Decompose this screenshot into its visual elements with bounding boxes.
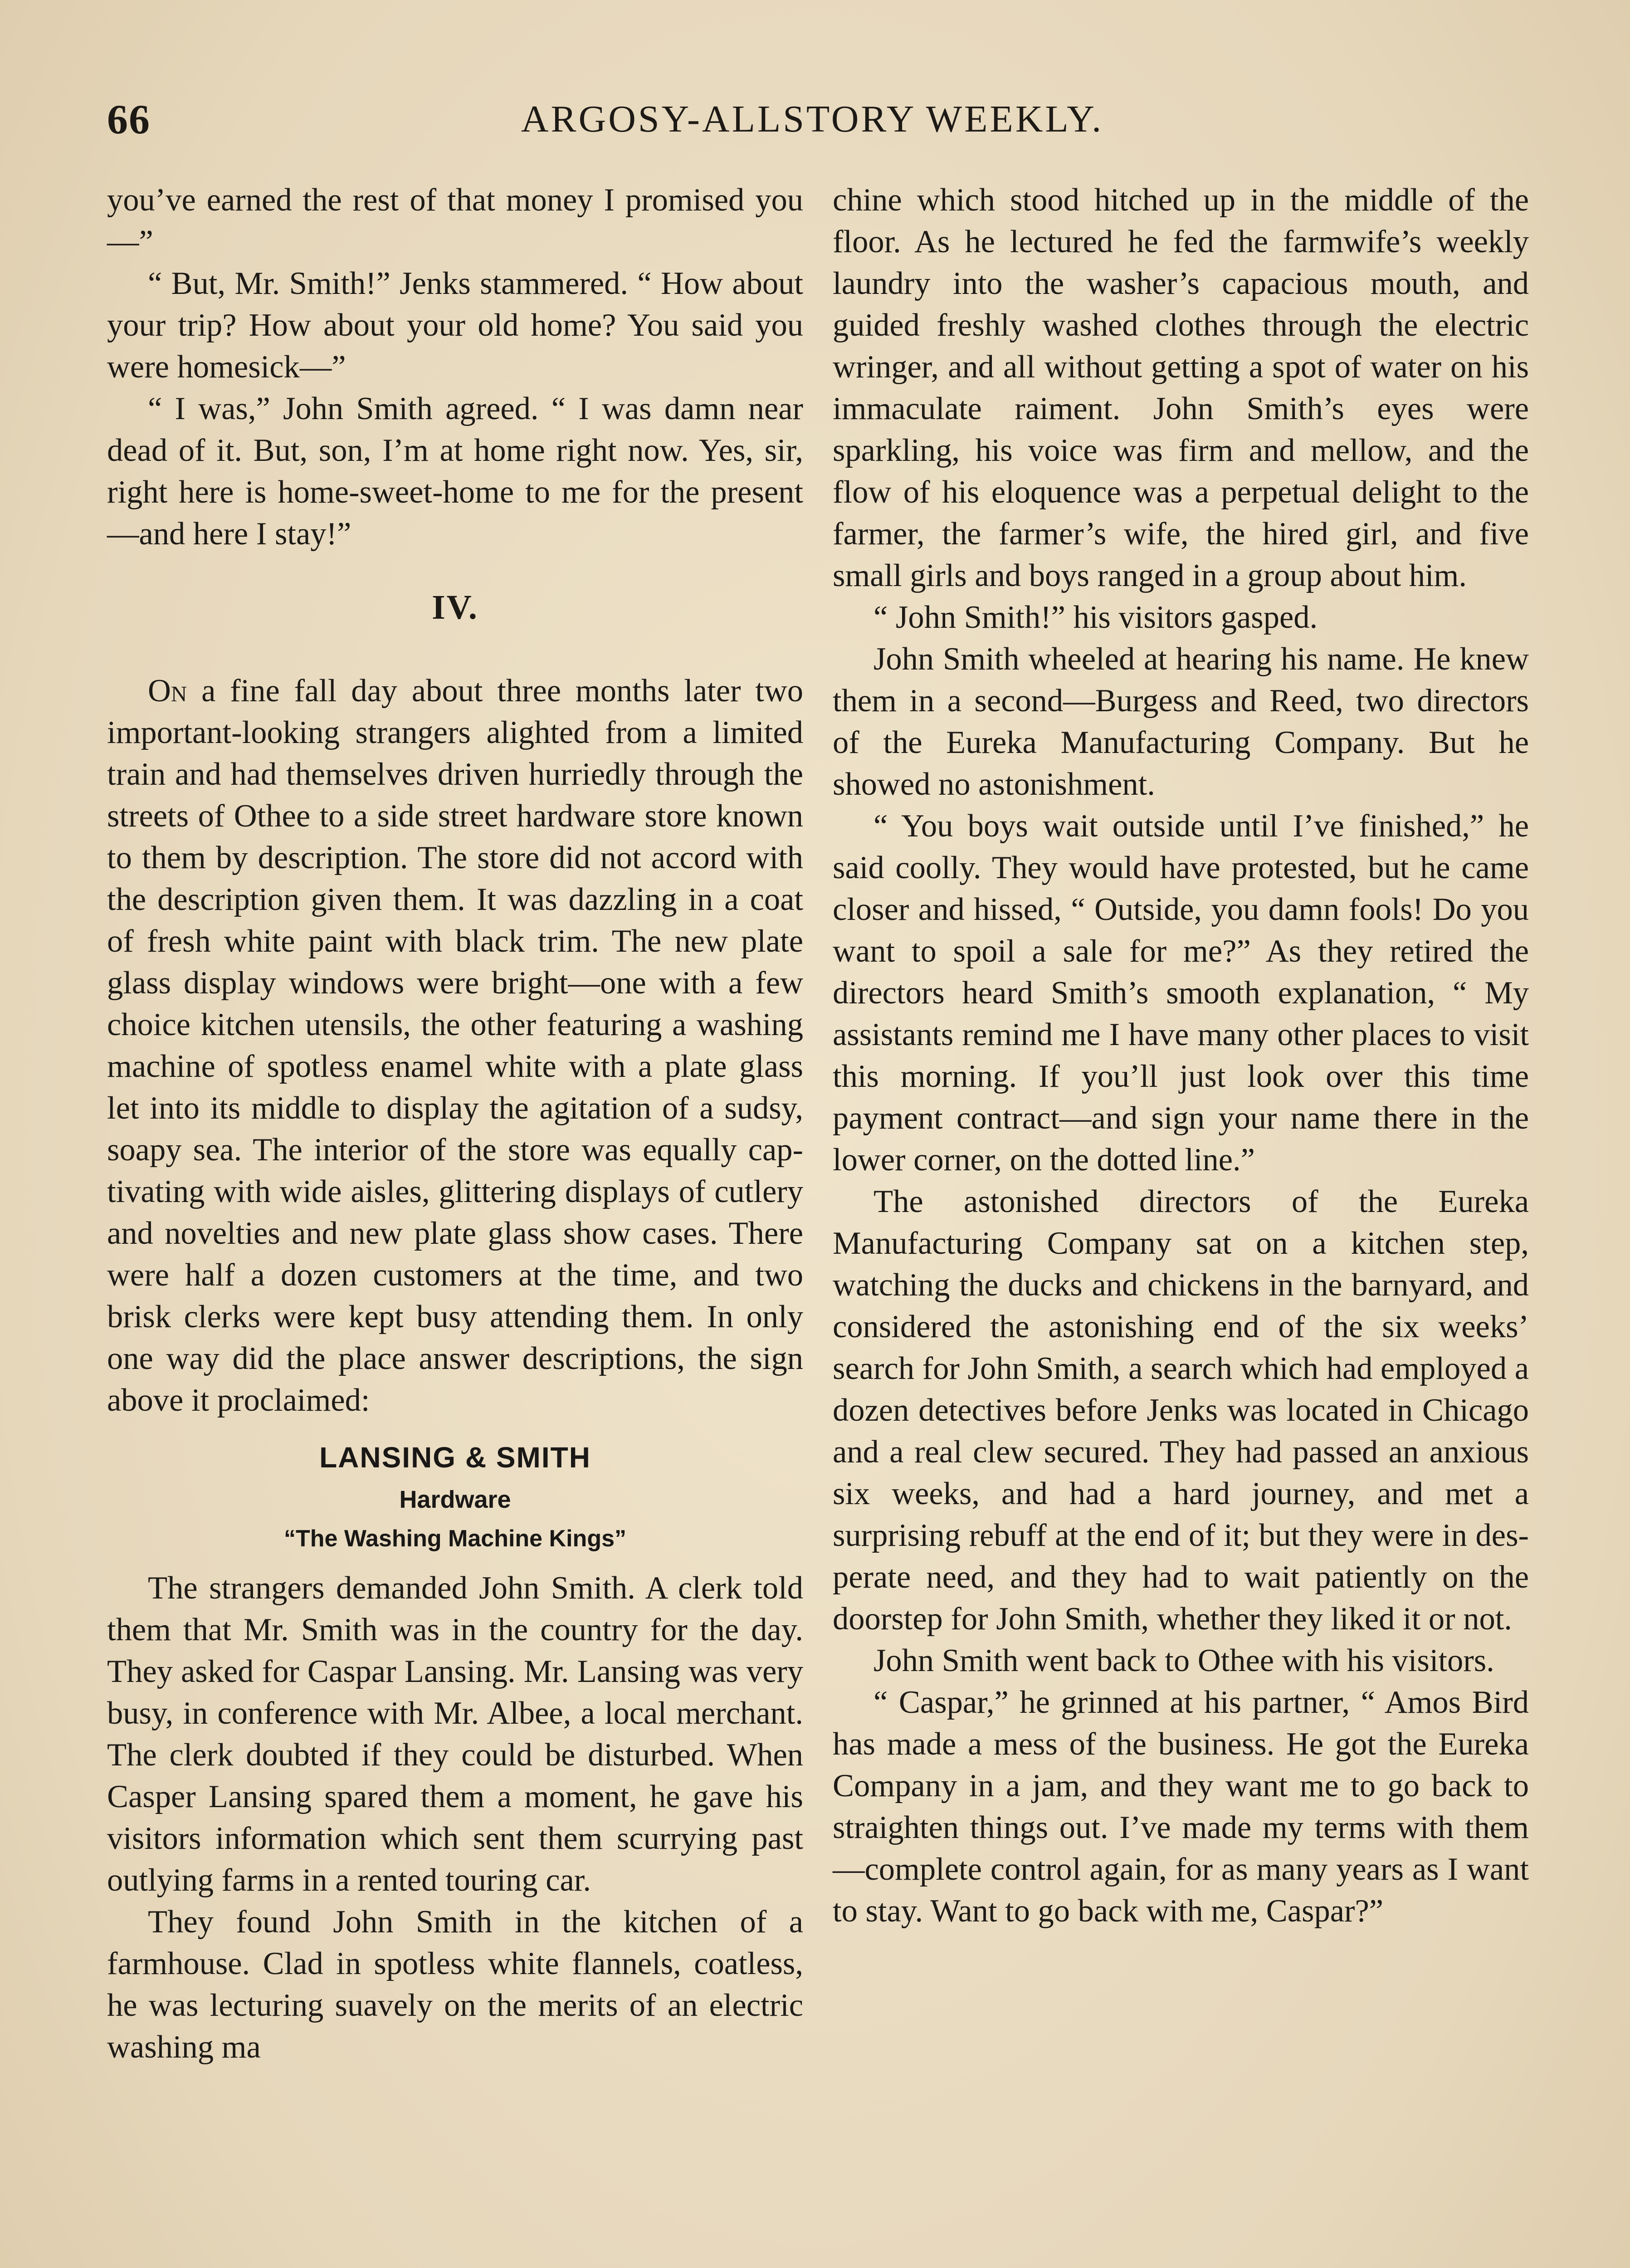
sign-slogan: “The Washing Machine Kings” (283, 1525, 626, 1552)
right-column (833, 179, 1529, 1932)
paragraph: “ But, Mr. Smith!” Jenks stammered. “ How about your trip? How about your old home? You said you were homesick—” (107, 266, 803, 385)
paragraph-text: a fine fall day about three months later two important-looking strangers alighted from a limited train and had themselves driven hurriedly through the streets of Othee to a side street hardware store known to them by description. The store did not accord with the description given them. It was dazzling in a coat of fresh white paint with black trim. The new plate glass display windows were bright—one with a few choice kitchen utensils, the other featuring a washing machine of spotless enamel white with a plate glass let into its middle to display the agitation of a sudsy, soapy sea. The interior of the store was equally captivating with wide aisles, glittering displays of cutlery and novelties and new plate glass show cases. There were half a dozen customers at the time, and two brisk clerks were kept busy attending them. In only one way did the place answer descriptions, the sign above it proclaimed: (107, 673, 803, 1418)
section-number: IV. (432, 588, 478, 626)
sign-trade: Hardware (399, 1486, 511, 1513)
running-head: ARGOSY-ALLSTORY WEEKLY. (521, 98, 1104, 140)
paragraph: John Smith wheeled at hearing his name. He knew them in a second—Burgess and Reed, two directors of the Eureka Manufacturing Company. But he showed no astonishment. (833, 641, 1529, 802)
paragraph: chine which stood hitched up in the middle of the floor. As he lectured he fed the farmwife’s weekly laundry into the washer’s capacious mouth, and guided freshly washed clothes through the electric wringer, and all without getting a spot of water on his immaculate raiment. John Smith’s eyes were sparkling, his voice was firm and mellow, and the flow of his eloquence was a perpetual delight to the farmer, the farmer’s wife, the hired girl, and five small girls and boys ranged in a group about him. (833, 182, 1529, 593)
paragraph: “ I was,” John Smith agreed. “ I was damn near dead of it. But, son, I’m at home right now. Yes, sir, right here is home-sweet-home to me for the present—and here I stay!” (107, 391, 803, 552)
paragraph: “ Caspar,” he grinned at his partner, “ Amos Bird has made a mess of the business. He got the Eureka Company in a jam, and they want me to go back to straighten things out. I’ve made my terms with them—complete control again, for as many years as I want to stay. Want to go back with me, Caspar?” (833, 1685, 1529, 1929)
paragraph: The strangers demanded John Smith. A clerk told them that Mr. Smith was in the country for the day. They asked for Caspar Lansing. Mr. Lansing was very busy, in conference with Mr. Albee, a local merchant. The clerk doubted if they could be disturbed. When Casper Lansing spared them a moment, he gave his visitors information which sent them scurrying past outlying farms in a rented touring car. (107, 1570, 803, 1898)
paragraph: They found John Smith in the kitchen of a farmhouse. Clad in spotless white flannels, coatless, he was lecturing suavely on the merits of an electric washing ma (107, 1904, 803, 2065)
page-number: 66 (107, 96, 151, 142)
paragraph: you’ve earned the rest of that money I promised you—” (107, 182, 803, 259)
store-sign (107, 1435, 803, 1558)
paragraph (107, 670, 803, 1421)
paragraph: “ You boys wait outside until I’ve finished,” he said coolly. They would have protested, but he came closer and hissed, “ Outside, you damn fools! Do you want to spoil a sale for me?” As they retired the directors heard Smith’s smooth explanation, “ My assistants remind me I have many other places to visit this morning. If you’ll just look over this time payment contract—and sign your name there in the lower corner, on the dotted line.” (833, 808, 1529, 1178)
page-header (107, 91, 1518, 163)
drop-lead-word: On (148, 673, 187, 709)
left-column (107, 179, 803, 2068)
paragraph: The astonished directors of the Eureka Manufacturing Company sat on a kitchen step, watching the ducks and chickens in the barnyard, and considered the astonishing end of the six weeks’ search for John Smith, a search which had employed a dozen detectives before Jenks was located in Chicago and a real clew secured. They had passed an anxious six weeks, and had a hard journey, and met a surprising rebuff at the end of it; but they were in desperate need, and they had to wait patiently on the doorstep for John Smith, whether they liked it or not. (833, 1184, 1529, 1637)
paragraph: “ John Smith!” his visitors gasped. (874, 600, 1318, 635)
sign-name: LANSING & SMITH (319, 1441, 591, 1474)
paragraph: John Smith went back to Othee with his visitors. (874, 1643, 1494, 1678)
